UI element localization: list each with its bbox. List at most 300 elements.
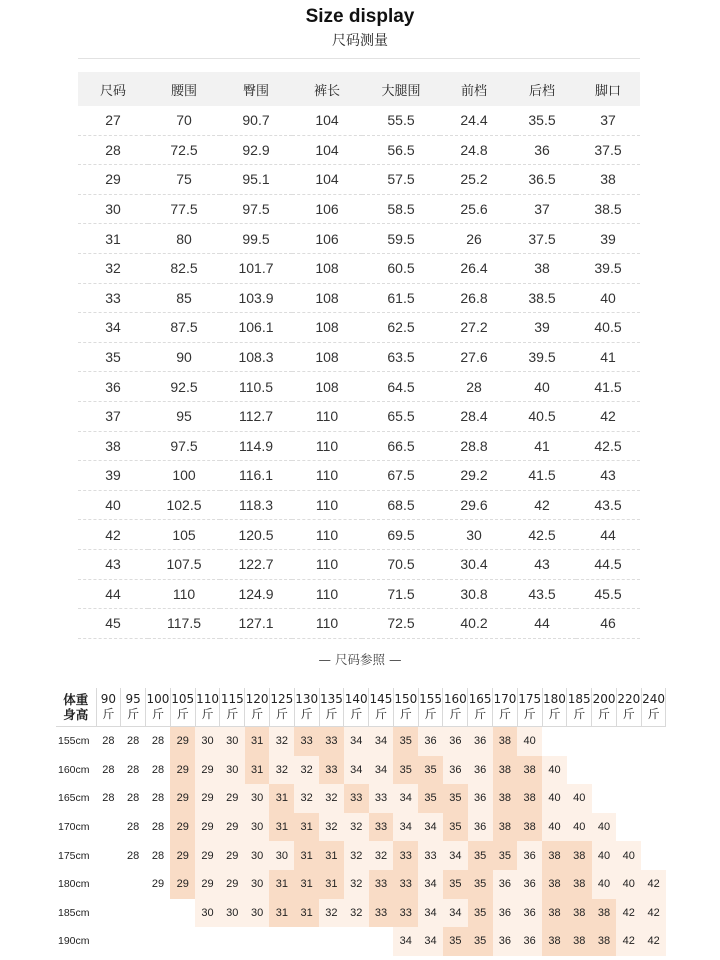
- table-cell: 41.5: [508, 461, 576, 491]
- size-cell: 35: [468, 927, 493, 956]
- weight-unit: 斤: [399, 707, 412, 721]
- size-cell: [195, 927, 220, 956]
- size-cell: 30: [195, 899, 220, 928]
- size-cell: 28: [121, 784, 146, 813]
- size-cell: 32: [369, 841, 394, 870]
- size-cell: 33: [369, 813, 394, 842]
- size-cell: 42: [641, 870, 666, 899]
- size-cell: 32: [269, 756, 294, 785]
- table-cell: 35: [78, 342, 148, 372]
- table-cell: 38: [576, 165, 640, 195]
- table-cell: 28: [440, 372, 508, 402]
- size-cell: 32: [344, 870, 369, 899]
- size-cell: 31: [269, 784, 294, 813]
- table-cell: 38.5: [508, 283, 576, 313]
- size-cell: 29: [220, 841, 245, 870]
- size-cell: 30: [245, 841, 270, 870]
- size-cell: 36: [517, 927, 542, 956]
- weight-header-cell: [319, 688, 344, 727]
- table-cell: 44: [576, 520, 640, 550]
- table-row: [78, 520, 640, 550]
- size-cell: 31: [294, 841, 319, 870]
- weight-value: 95: [125, 692, 141, 706]
- weight-unit: 斤: [325, 707, 338, 721]
- table-cell: 38: [78, 431, 148, 461]
- size-cell: 38: [493, 756, 518, 785]
- size-cell: 31: [269, 899, 294, 928]
- weight-value: 165: [468, 692, 492, 706]
- table-row: [78, 549, 640, 579]
- weight-header-cell: [567, 688, 592, 727]
- size-cell: 30: [245, 870, 270, 899]
- weight-value: 175: [518, 692, 542, 706]
- size-cell: 40: [592, 870, 617, 899]
- table-cell: 101.7: [220, 253, 292, 283]
- table-cell: 42: [508, 490, 576, 520]
- weight-header-cell: [468, 688, 493, 727]
- size-cell: 32: [319, 784, 344, 813]
- table-cell: 55.5: [362, 106, 440, 135]
- table-cell: 110: [292, 520, 362, 550]
- reference-corner-cell: [56, 688, 96, 727]
- size-cell: [616, 784, 641, 813]
- weight-value: 145: [369, 692, 393, 706]
- table-cell: 110: [148, 579, 220, 609]
- height-label: 175cm: [58, 849, 90, 862]
- table-cell: 72.5: [148, 135, 220, 165]
- weight-value: 110: [196, 692, 219, 706]
- table-row: [78, 106, 640, 135]
- weight-unit: 斤: [226, 707, 239, 721]
- size-reference-table: [56, 688, 666, 956]
- height-label: 180cm: [58, 878, 90, 891]
- table-cell: 30: [440, 520, 508, 550]
- corner-weight-label: 体重: [63, 692, 89, 707]
- size-cell: 35: [393, 756, 418, 785]
- size-cell: [245, 927, 270, 956]
- size-cell: 30: [220, 756, 245, 785]
- size-cell: 28: [96, 756, 121, 785]
- size-cell: 42: [641, 899, 666, 928]
- size-cell: 33: [319, 756, 344, 785]
- table-cell: 92.9: [220, 135, 292, 165]
- size-cell: [542, 727, 567, 756]
- table-cell: 118.3: [220, 490, 292, 520]
- table-cell: 37.5: [576, 135, 640, 165]
- table-cell: 45: [78, 609, 148, 639]
- weight-header-cell: [195, 688, 220, 727]
- weight-header-cell: [146, 688, 171, 727]
- table-cell: 38: [508, 253, 576, 283]
- table-cell: 100: [148, 461, 220, 491]
- reference-table-body: [56, 727, 666, 956]
- table-cell: 40: [576, 283, 640, 313]
- size-cell: 31: [319, 870, 344, 899]
- reference-row: [56, 927, 666, 956]
- size-cell: 38: [542, 870, 567, 899]
- weight-value: 220: [617, 692, 641, 706]
- table-cell: 43.5: [508, 579, 576, 609]
- size-cell: 35: [443, 813, 468, 842]
- reference-weight-header: [56, 688, 666, 727]
- size-cell: [592, 727, 617, 756]
- height-label: 170cm: [58, 821, 90, 834]
- table-cell: 61.5: [362, 283, 440, 313]
- table-cell: 108: [292, 342, 362, 372]
- reference-row: [56, 756, 666, 785]
- table-cell: 77.5: [148, 194, 220, 224]
- table-cell: 28.8: [440, 431, 508, 461]
- size-cell: 30: [245, 784, 270, 813]
- table-cell: 127.1: [220, 609, 292, 639]
- table-cell: 42.5: [576, 431, 640, 461]
- size-cell: 33: [369, 899, 394, 928]
- size-cell: 32: [319, 899, 344, 928]
- size-cell: [96, 813, 121, 842]
- weight-header-cell: [170, 688, 195, 727]
- size-cell: 29: [170, 727, 195, 756]
- size-cell: 34: [369, 756, 394, 785]
- table-cell: 30: [78, 194, 148, 224]
- table-row: [78, 253, 640, 283]
- table-cell: 24.8: [440, 135, 508, 165]
- table-cell: 58.5: [362, 194, 440, 224]
- size-cell: 28: [146, 784, 171, 813]
- weight-unit: 斤: [498, 707, 511, 721]
- size-cell: 29: [170, 870, 195, 899]
- column-header: 臀围: [220, 72, 292, 106]
- table-cell: 44: [78, 579, 148, 609]
- table-cell: 62.5: [362, 313, 440, 343]
- size-cell: [616, 813, 641, 842]
- weight-header-cell: [443, 688, 468, 727]
- table-cell: 106.1: [220, 313, 292, 343]
- size-cell: 31: [245, 756, 270, 785]
- table-cell: 75: [148, 165, 220, 195]
- weight-value: 240: [642, 692, 666, 706]
- size-cell: [616, 727, 641, 756]
- table-cell: 64.5: [362, 372, 440, 402]
- size-cell: 36: [443, 756, 468, 785]
- table-cell: 59.5: [362, 224, 440, 254]
- size-cell: 34: [344, 756, 369, 785]
- weight-unit: 斤: [647, 707, 660, 721]
- table-cell: 46: [576, 609, 640, 639]
- size-cell: 34: [393, 784, 418, 813]
- size-cell: [344, 927, 369, 956]
- table-cell: 26.8: [440, 283, 508, 313]
- size-cell: [96, 870, 121, 899]
- size-cell: 42: [616, 899, 641, 928]
- weight-header-cell: [220, 688, 245, 727]
- table-cell: 36: [508, 135, 576, 165]
- size-cell: 34: [393, 813, 418, 842]
- size-cell: 36: [468, 813, 493, 842]
- size-cell: 33: [418, 841, 443, 870]
- table-cell: 56.5: [362, 135, 440, 165]
- weight-value: 125: [270, 692, 294, 706]
- table-cell: 40.5: [576, 313, 640, 343]
- size-cell: 38: [542, 841, 567, 870]
- weight-unit: 斤: [598, 707, 611, 721]
- weight-value: 155: [419, 692, 442, 706]
- table-cell: 39.5: [508, 342, 576, 372]
- size-cell: 28: [146, 813, 171, 842]
- size-cell: [592, 756, 617, 785]
- weight-unit: 斤: [548, 707, 561, 721]
- table-cell: 24.4: [440, 106, 508, 135]
- size-cell: 35: [443, 784, 468, 813]
- size-cell: 42: [641, 927, 666, 956]
- size-table-header: [78, 72, 640, 106]
- size-cell: 33: [294, 727, 319, 756]
- table-cell: 25.2: [440, 165, 508, 195]
- size-cell: 40: [592, 841, 617, 870]
- weight-unit: 斤: [424, 707, 437, 721]
- table-cell: 44: [508, 609, 576, 639]
- column-header: 裤长: [292, 72, 362, 106]
- table-cell: 29.6: [440, 490, 508, 520]
- table-cell: 37: [508, 194, 576, 224]
- size-cell: 38: [517, 756, 542, 785]
- size-cell: 29: [195, 841, 220, 870]
- table-cell: 104: [292, 165, 362, 195]
- table-row: [78, 609, 640, 639]
- table-row: [78, 579, 640, 609]
- size-cell: 40: [616, 870, 641, 899]
- height-label: 165cm: [58, 792, 90, 805]
- size-cell: 34: [418, 870, 443, 899]
- size-cell: 32: [294, 756, 319, 785]
- table-cell: 102.5: [148, 490, 220, 520]
- table-cell: 70: [148, 106, 220, 135]
- size-cell: 33: [393, 841, 418, 870]
- table-cell: 40.2: [440, 609, 508, 639]
- size-cell: 34: [393, 927, 418, 956]
- weight-header-cell: [542, 688, 567, 727]
- weight-unit: 斤: [102, 707, 115, 721]
- table-cell: 110.5: [220, 372, 292, 402]
- page-subtitle: 尺码测量: [332, 33, 388, 49]
- table-row: [78, 461, 640, 491]
- size-cell: 28: [96, 784, 121, 813]
- table-cell: 39: [508, 313, 576, 343]
- size-cell: 38: [592, 927, 617, 956]
- table-cell: 42.5: [508, 520, 576, 550]
- size-cell: [567, 727, 592, 756]
- size-cell: 38: [567, 927, 592, 956]
- height-label: 190cm: [58, 935, 90, 948]
- size-cell: 29: [170, 813, 195, 842]
- size-cell: [96, 899, 121, 928]
- table-cell: 108.3: [220, 342, 292, 372]
- table-row: [78, 165, 640, 195]
- table-row: [78, 224, 640, 254]
- weight-header-cell: [344, 688, 369, 727]
- table-cell: 108: [292, 253, 362, 283]
- size-cell: 38: [567, 899, 592, 928]
- page-title: Size display: [305, 6, 415, 27]
- table-cell: 95: [148, 401, 220, 431]
- table-cell: 60.5: [362, 253, 440, 283]
- size-cell: 28: [96, 727, 121, 756]
- size-cell: 30: [195, 727, 220, 756]
- table-cell: 110: [292, 609, 362, 639]
- table-cell: 108: [292, 283, 362, 313]
- table-cell: 43: [508, 549, 576, 579]
- size-cell: 28: [146, 841, 171, 870]
- size-cell: 38: [542, 899, 567, 928]
- weight-unit: 斤: [523, 707, 536, 721]
- size-cell: 33: [344, 784, 369, 813]
- weight-value: 120: [245, 692, 269, 706]
- weight-header-cell: [96, 688, 121, 727]
- table-cell: 37.5: [508, 224, 576, 254]
- title-divider: [78, 58, 640, 59]
- table-cell: 87.5: [148, 313, 220, 343]
- table-cell: 70.5: [362, 549, 440, 579]
- table-cell: 108: [292, 372, 362, 402]
- size-cell: [96, 927, 121, 956]
- size-cell: 40: [567, 784, 592, 813]
- table-cell: 31: [78, 224, 148, 254]
- table-row: [78, 342, 640, 372]
- size-cell: [121, 927, 146, 956]
- size-cell: 32: [269, 727, 294, 756]
- table-cell: 57.5: [362, 165, 440, 195]
- weight-unit: 斤: [127, 707, 140, 721]
- column-header: 尺码: [78, 72, 148, 106]
- size-cell: 34: [344, 727, 369, 756]
- table-cell: 26.4: [440, 253, 508, 283]
- weight-header-cell: [641, 688, 666, 727]
- size-cell: 29: [170, 756, 195, 785]
- weight-value: 200: [592, 692, 616, 706]
- weight-value: 160: [443, 692, 467, 706]
- size-cell: [369, 927, 394, 956]
- size-cell: 34: [418, 813, 443, 842]
- table-cell: 72.5: [362, 609, 440, 639]
- weight-header-cell: [517, 688, 542, 727]
- table-cell: 30.8: [440, 579, 508, 609]
- weight-header-cell: [121, 688, 146, 727]
- size-cell: [121, 870, 146, 899]
- reference-row: [56, 841, 666, 870]
- size-cell: 35: [468, 841, 493, 870]
- weight-value: 100: [146, 692, 170, 706]
- size-cell: 40: [567, 813, 592, 842]
- weight-unit: 斤: [201, 707, 214, 721]
- size-cell: 31: [319, 841, 344, 870]
- size-cell: 38: [493, 813, 518, 842]
- size-cell: 34: [369, 727, 394, 756]
- size-cell: 29: [170, 784, 195, 813]
- size-cell: 40: [616, 841, 641, 870]
- size-cell: 30: [245, 899, 270, 928]
- size-cell: [319, 927, 344, 956]
- table-cell: 40: [508, 372, 576, 402]
- table-cell: 107.5: [148, 549, 220, 579]
- table-cell: 28: [78, 135, 148, 165]
- size-cell: 40: [542, 784, 567, 813]
- size-cell: 38: [493, 727, 518, 756]
- table-cell: 104: [292, 106, 362, 135]
- height-label: 160cm: [58, 763, 90, 776]
- size-cell: 33: [369, 784, 394, 813]
- weight-unit: 斤: [176, 707, 189, 721]
- weight-unit: 斤: [151, 707, 164, 721]
- table-cell: 112.7: [220, 401, 292, 431]
- size-cell: 29: [220, 813, 245, 842]
- table-cell: 114.9: [220, 431, 292, 461]
- table-cell: 41.5: [576, 372, 640, 402]
- table-row: [78, 283, 640, 313]
- size-cell: 29: [146, 870, 171, 899]
- size-cell: 32: [294, 784, 319, 813]
- reference-row: [56, 727, 666, 756]
- size-cell: [146, 927, 171, 956]
- table-cell: 43.5: [576, 490, 640, 520]
- reference-row: [56, 784, 666, 813]
- table-cell: 36: [78, 372, 148, 402]
- size-cell: 31: [294, 813, 319, 842]
- weight-header-cell: [294, 688, 319, 727]
- table-cell: 43: [78, 549, 148, 579]
- corner-height-label: 身高: [63, 707, 89, 722]
- size-cell: 32: [344, 841, 369, 870]
- size-cell: 38: [592, 899, 617, 928]
- table-cell: 103.9: [220, 283, 292, 313]
- column-header: 大腿围: [362, 72, 440, 106]
- weight-header-cell: [418, 688, 443, 727]
- table-row: [78, 313, 640, 343]
- size-cell: 35: [493, 841, 518, 870]
- size-cell: [616, 756, 641, 785]
- size-cell: 36: [443, 727, 468, 756]
- size-cell: 33: [393, 899, 418, 928]
- size-cell: 36: [468, 784, 493, 813]
- size-cell: 28: [121, 727, 146, 756]
- size-cell: 35: [443, 870, 468, 899]
- size-cell: 34: [418, 927, 443, 956]
- size-cell: [220, 927, 245, 956]
- table-cell: 99.5: [220, 224, 292, 254]
- table-cell: 40.5: [508, 401, 576, 431]
- table-cell: 29: [78, 165, 148, 195]
- table-cell: 39.5: [576, 253, 640, 283]
- size-cell: 33: [369, 870, 394, 899]
- size-cell: 28: [121, 813, 146, 842]
- table-cell: 42: [576, 401, 640, 431]
- size-cell: [641, 727, 666, 756]
- table-cell: 90: [148, 342, 220, 372]
- size-cell: 33: [319, 727, 344, 756]
- size-cell: 36: [517, 899, 542, 928]
- weight-unit: 斤: [374, 707, 387, 721]
- weight-header-cell: [369, 688, 394, 727]
- table-cell: 116.1: [220, 461, 292, 491]
- size-cell: 32: [344, 813, 369, 842]
- size-cell: 31: [269, 813, 294, 842]
- weight-value: 115: [220, 692, 244, 706]
- size-cell: 38: [542, 927, 567, 956]
- weight-value: 170: [493, 692, 517, 706]
- table-cell: 122.7: [220, 549, 292, 579]
- table-cell: 71.5: [362, 579, 440, 609]
- table-cell: 39: [576, 224, 640, 254]
- table-row: [78, 401, 640, 431]
- table-cell: 108: [292, 313, 362, 343]
